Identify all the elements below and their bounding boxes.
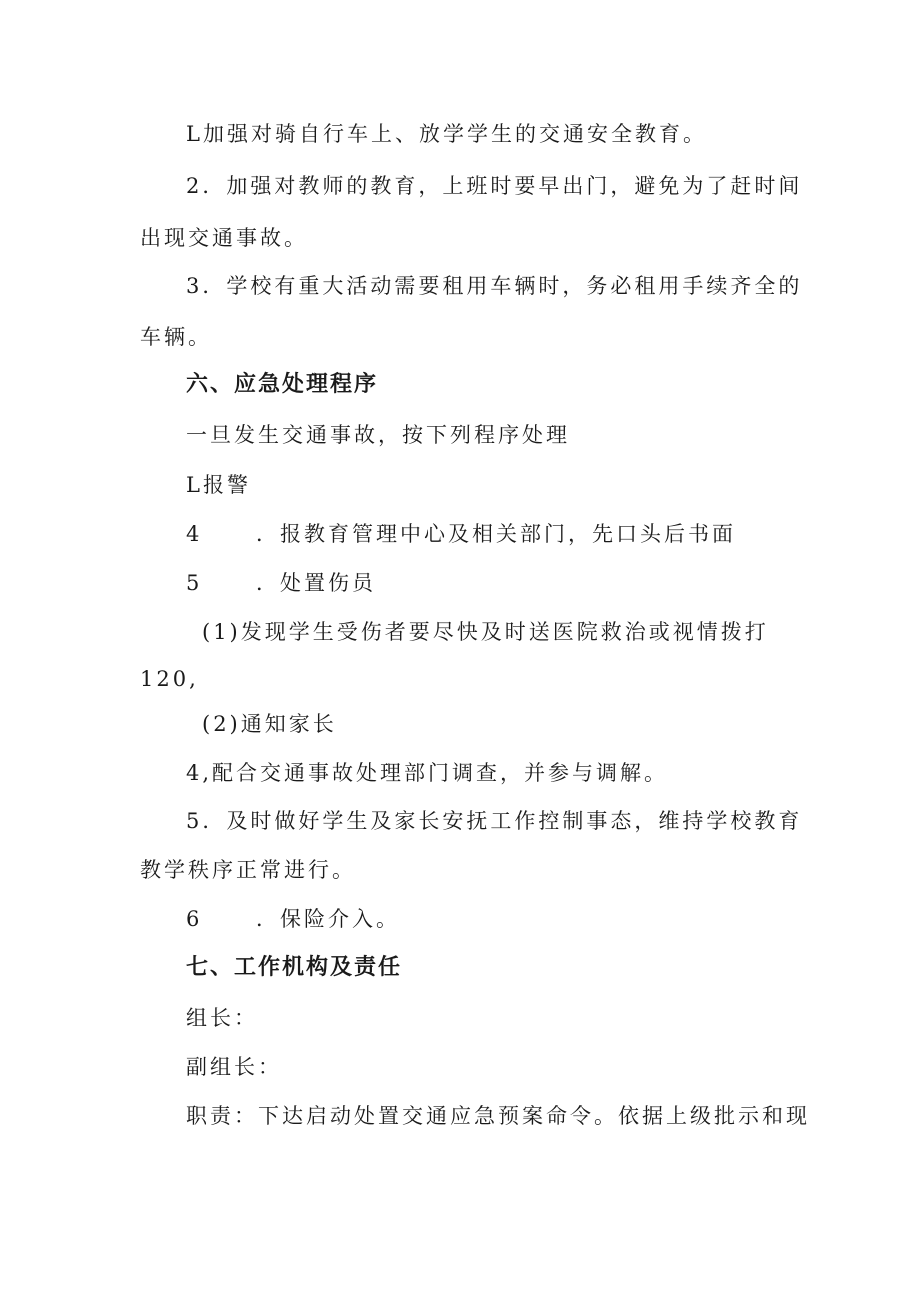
paragraph-injured-students: (1)发现学生受伤者要尽快及时送医院救治或视情拨打 <box>202 620 769 644</box>
paragraph-report-center <box>186 520 790 548</box>
paragraph-report-police: L报警 <box>186 473 251 497</box>
section-heading-emergency-procedure: 六、应急处理程序 <box>186 372 379 397</box>
paragraph-handle-injured <box>186 569 790 597</box>
paragraph-teacher-education-cont: 出现交通事故。 <box>140 226 308 250</box>
list-text: ．报教育管理中心及相关部门，先口头后书面 <box>256 522 736 546</box>
paragraph-responsibilities: 职责：下达启动处置交通应急预案命令。依据上级批示和现 <box>186 1104 810 1128</box>
paragraph-cooperate-investigation: 4,配合交通事故处理部门调查，并参与调解。 <box>186 761 669 785</box>
list-number: 6 <box>186 907 200 931</box>
paragraph-teacher-education: 2．加强对教师的教育，上班时要早出门，避免为了赶时间 <box>186 174 803 198</box>
section-heading-work-organization: 七、工作机构及责任 <box>186 955 403 980</box>
list-number: 5 <box>186 571 200 595</box>
paragraph-injured-students-cont: 120, <box>140 667 199 691</box>
paragraph-procedure-intro: 一旦发生交通事故，按下列程序处理 <box>186 423 570 447</box>
list-text: ．处置伤员 <box>256 571 376 595</box>
list-number: 4 <box>186 522 200 546</box>
paragraph-vehicle-rental-cont: 车辆。 <box>140 325 212 349</box>
paragraph-deputy-leader: 副组长： <box>186 1055 282 1079</box>
paragraph-group-leader: 组长： <box>186 1006 258 1030</box>
paragraph-insurance <box>186 905 790 933</box>
paragraph-notify-parents: (2)通知家长 <box>202 712 337 736</box>
paragraph-comfort-parents: 5．及时做好学生及家长安抚工作控制事态，维持学校教育 <box>186 809 803 833</box>
paragraph-vehicle-rental: 3．学校有重大活动需要租用车辆时，务必租用手续齐全的 <box>186 274 803 298</box>
list-text: ．保险介入。 <box>256 907 400 931</box>
paragraph-comfort-parents-cont: 教学秩序正常进行。 <box>140 858 356 882</box>
paragraph-bicycle-safety: L加强对骑自行车上、放学学生的交通安全教育。 <box>186 122 707 146</box>
